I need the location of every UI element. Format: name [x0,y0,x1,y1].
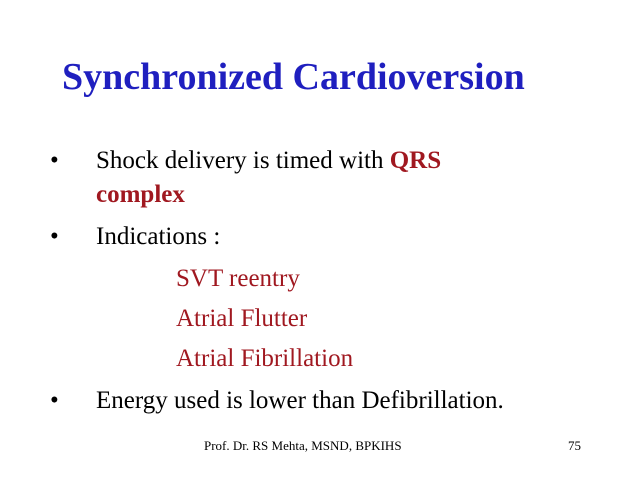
indication-item: Atrial Fibrillation [176,345,354,372]
slide-title: Synchronized Cardioversion [62,56,525,98]
bullet-marker: • [50,387,59,414]
bullet-marker: • [50,147,59,174]
indication-item: SVT reentry [176,265,300,292]
page-number: 75 [568,438,581,453]
bullet-text [96,144,441,178]
indication-item: Atrial Flutter [176,305,308,332]
bullet-text: Energy used is lower than Defibrillation. [96,387,504,414]
bullet-marker: • [50,223,59,250]
bullet-text-plain: Shock delivery is timed with [96,147,390,174]
bullet-text-emphasis-continued: complex [96,181,185,208]
bullet-text-emphasis: QRS [389,147,442,174]
slide-footer: Prof. Dr. RS Mehta, MSND, BPKIHS [204,438,402,453]
bullet-text: Indications : [96,223,221,250]
